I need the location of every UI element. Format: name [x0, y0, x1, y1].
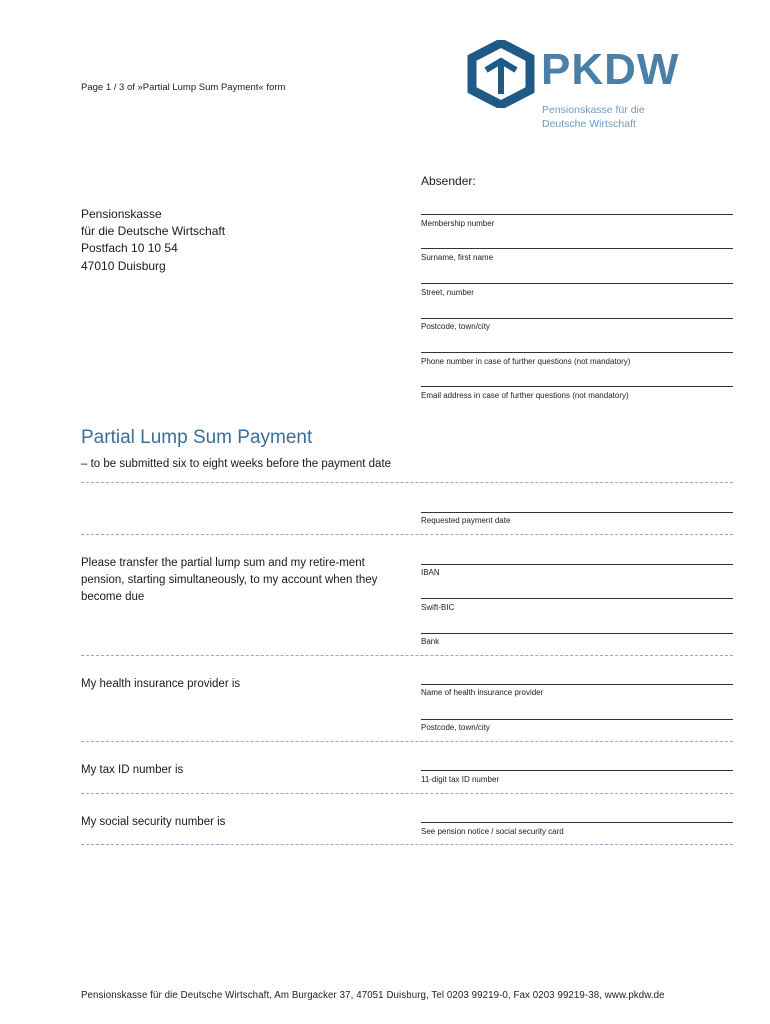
iban-label: IBAN [421, 568, 440, 577]
divider [81, 655, 733, 656]
payment-date-label: Requested payment date [421, 516, 511, 525]
sender-heading: Absender: [421, 174, 476, 188]
membership-number-field[interactable] [421, 214, 733, 215]
tax-id-label: 11-digit tax ID number [421, 775, 500, 784]
postcode-label: Postcode, town/city [421, 322, 490, 331]
surname-label: Surname, first name [421, 253, 494, 262]
social-security-field[interactable] [421, 822, 733, 823]
swift-bic-label: Swift-BIC [421, 603, 455, 612]
divider [81, 534, 733, 535]
recipient-line4: 47010 Duisburg [81, 259, 166, 273]
form-title: Partial Lump Sum Payment [81, 427, 313, 448]
social-text: My social security number is [81, 816, 226, 828]
logo-subtitle-line2: Deutsche Wirtschaft [542, 118, 636, 130]
divider [81, 741, 733, 742]
pkdw-logo-icon [466, 40, 536, 108]
divider [81, 844, 733, 845]
transfer-text: Please transfer the partial lump sum and my retire-ment pension, starting simultaneously, to my account when they become due [81, 557, 378, 603]
health-text: My health insurance provider is [81, 678, 241, 690]
recipient-line3: Postfach 10 10 54 [81, 241, 178, 255]
phone-label: Phone number in case of further questions (not mandatory) [421, 357, 631, 366]
health-provider-label: Name of health insurance provider [421, 688, 544, 697]
bank-field[interactable] [421, 633, 733, 634]
payment-date-field[interactable] [421, 512, 733, 513]
footer-text: Pensionskasse für die Deutsche Wirtschaft, Am Burgacker 37, 47051 Duisburg, Tel 0203 99219-0, Fax 0203 99219-38, www.pkdw.de [81, 990, 665, 1001]
form-subtitle: – to be submitted six to eight weeks before the payment date [81, 458, 392, 470]
tax-id-field[interactable] [421, 770, 733, 771]
health-postcode-label: Postcode, town/city [421, 723, 490, 732]
health-provider-field[interactable] [421, 684, 733, 685]
tax-text: My tax ID number is [81, 764, 184, 776]
membership-number-label: Membership number [421, 219, 495, 228]
swift-bic-field[interactable] [421, 598, 733, 599]
health-postcode-field[interactable] [421, 719, 733, 720]
logo-subtitle-line1: Pensionskasse für die [542, 104, 645, 116]
street-field[interactable] [421, 283, 733, 284]
recipient-line2: für die Deutsche Wirtschaft [81, 224, 226, 238]
social-security-label: See pension notice / social security card [421, 827, 564, 836]
logo-text: PKDW [541, 45, 680, 94]
iban-field[interactable] [421, 564, 733, 565]
page-note: Page 1 / 3 of »Partial Lump Sum Payment« form [81, 82, 286, 93]
surname-field[interactable] [421, 248, 733, 249]
divider [81, 793, 733, 794]
bank-label: Bank [421, 637, 440, 646]
postcode-field[interactable] [421, 318, 733, 319]
email-field[interactable] [421, 386, 733, 387]
recipient-line1: Pensionskasse [81, 207, 162, 221]
street-label: Street, number [421, 288, 474, 297]
phone-field[interactable] [421, 352, 733, 353]
divider [81, 482, 733, 483]
email-label: Email address in case of further questions (not mandatory) [421, 391, 629, 400]
